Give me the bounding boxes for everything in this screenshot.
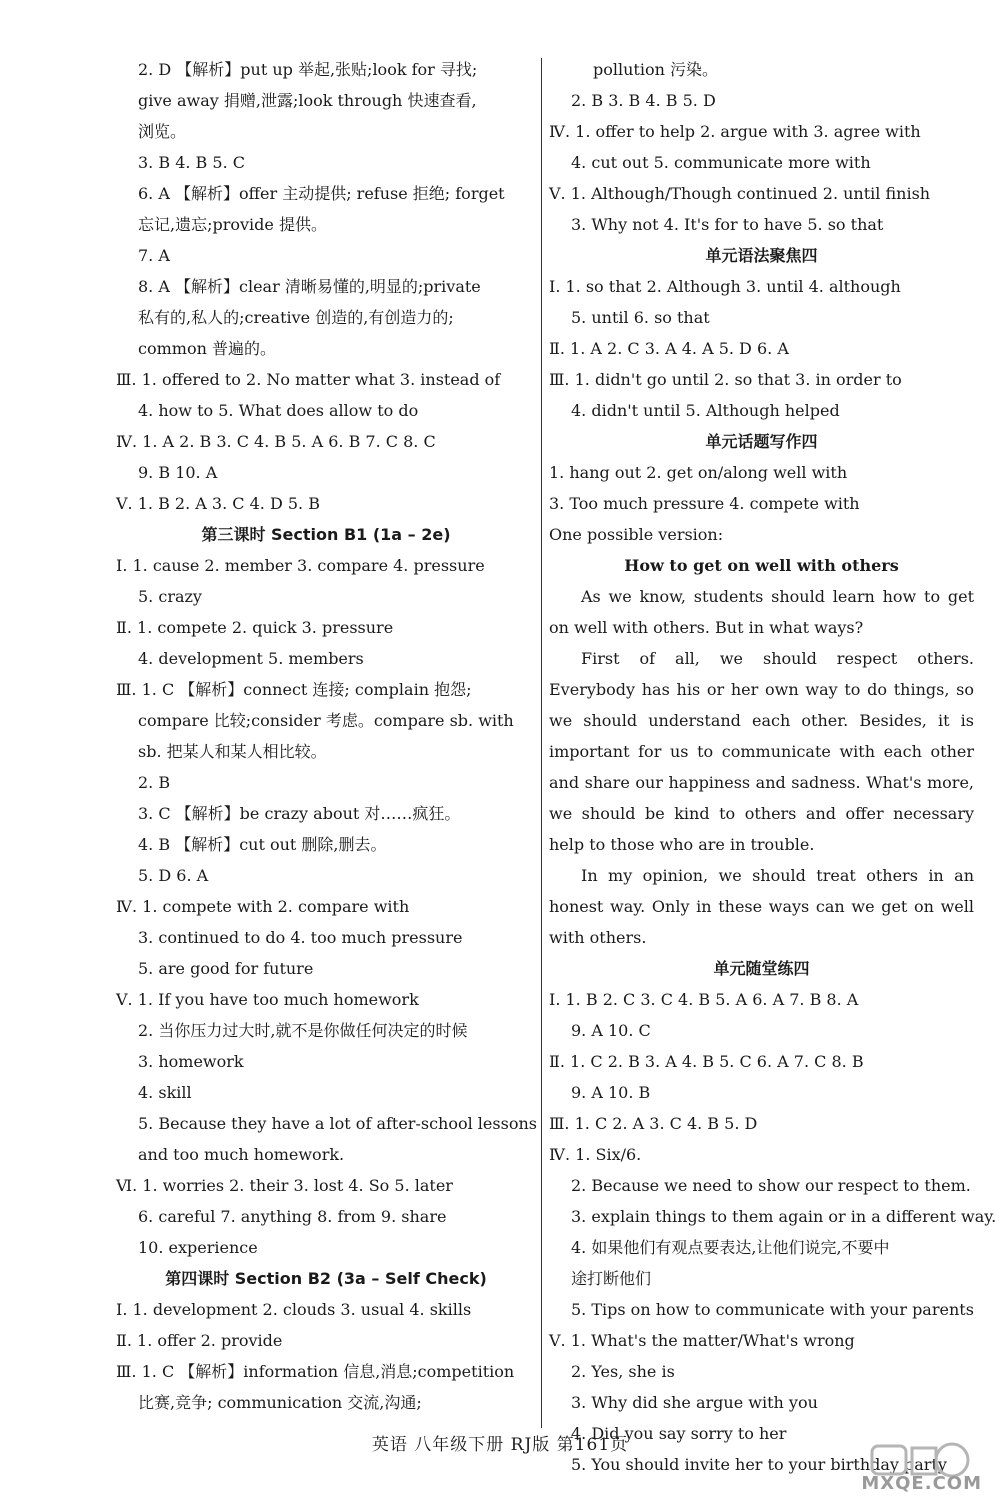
essay-title: How to get on well with others [624, 556, 899, 575]
answer-line: Ⅴ. 1. Although/Though continued 2. until finish [549, 184, 931, 203]
answer-line: and too much homework. [138, 1145, 345, 1164]
answer-line: 4. development 5. members [138, 649, 364, 668]
answer-line: Ⅲ. 1. C 2. A 3. C 4. B 5. D [549, 1114, 758, 1133]
answer-line: 2. D 【解析】put up 举起,张贴;look for 寻找; [138, 60, 478, 79]
answer-line: 9. A 10. B [571, 1083, 651, 1102]
answer-line: 4. skill [138, 1083, 192, 1102]
right-top-answers [549, 54, 974, 550]
answer-line: 私有的,私人的;creative 创造的,有创造力的; [138, 308, 454, 327]
answer-line: 途打断他们 [571, 1269, 652, 1288]
answer-line: Ⅰ. 1. B 2. C 3. C 4. B 5. A 6. A 7. B 8. A [549, 990, 859, 1009]
answer-line: 1. hang out 2. get on/along well with [549, 463, 848, 482]
answer-line: 2. 当你压力过大时,就不是你做任何决定的时候 [138, 1021, 468, 1040]
answer-line: Ⅵ. 1. worries 2. their 3. lost 4. So 5. later [116, 1176, 453, 1195]
answer-line: Ⅲ. 1. C 【解析】connect 连接; complain 抱怨; [116, 680, 472, 699]
answer-line: 比赛,竞争; communication 交流,沟通; [138, 1393, 422, 1412]
essay-paragraph: First of all, we should respect others. Everybody has his or her own way to do things, so we should understand each other. Besides, it is important for us to communicate with each other and share our happiness and sadness. What's more, we should be kind to others and offer necessary help to those who are in trouble. [549, 649, 974, 854]
answer-line: 10. experience [138, 1238, 258, 1257]
answer-line: Ⅲ. 1. C 【解析】information 信息,消息;competition [116, 1362, 515, 1381]
essay-paragraph: As we know, students should learn how to get on well with others. But in what ways? [549, 587, 974, 637]
answer-line: Ⅰ. 1. so that 2. Although 3. until 4. although [549, 277, 901, 296]
answer-line: 5. You should invite her to your birthday party [571, 1455, 947, 1474]
answer-line: 3. explain things to them again or in a different way. [571, 1207, 997, 1226]
section-heading: 单元语法聚焦四 [705, 246, 818, 265]
answer-line: 2. B 3. B 4. B 5. D [571, 91, 716, 110]
answer-line: give away 捐赠,泄露;look through 快速查看, [138, 91, 477, 110]
answer-line: 2. Because we need to show our respect to them. [571, 1176, 971, 1195]
watermark-text: MXQE.COM [861, 1473, 982, 1494]
answer-line: 4. Did you say sorry to her [571, 1424, 787, 1443]
answer-line: 3. Too much pressure 4. compete with [549, 494, 860, 513]
answer-line: 3. Why not 4. It's for to have 5. so that [571, 215, 884, 234]
section-heading: 第三课时 Section B1 (1a – 2e) [201, 525, 451, 544]
answer-line: Ⅰ. 1. development 2. clouds 3. usual 4. skills [116, 1300, 472, 1319]
answer-line: 3. homework [138, 1052, 244, 1071]
answer-line: 6. A 【解析】offer 主动提供; refuse 拒绝; forget [138, 184, 505, 203]
section-heading: 单元随堂练四 [713, 959, 810, 978]
answer-line: common 普遍的。 [138, 339, 276, 358]
answer-line: 2. B [138, 773, 171, 792]
answer-line: compare 比较;consider 考虑。compare sb. with [138, 711, 514, 730]
answer-line: Ⅱ. 1. offer 2. provide [116, 1331, 283, 1350]
column-divider [541, 58, 542, 1428]
answer-line: 5. until 6. so that [571, 308, 710, 327]
answer-line: Ⅱ. 1. C 2. B 3. A 4. B 5. C 6. A 7. C 8. B [549, 1052, 864, 1071]
answer-line: 5. Because they have a lot of after-school lessons [138, 1114, 537, 1133]
answer-line: Ⅳ. 1. compete with 2. compare with [116, 897, 410, 916]
answer-line: Ⅰ. 1. cause 2. member 3. compare 4. pressure [116, 556, 485, 575]
answer-line: 4. B 【解析】cut out 删除,删去。 [138, 835, 387, 854]
answer-line: 3. B 4. B 5. C [138, 153, 245, 172]
essay-paragraph: In my opinion, we should treat others in an honest way. Only in these ways can we get on well with others. [549, 866, 974, 947]
answer-line: 3. Why did she argue with you [571, 1393, 818, 1412]
answer-line: 9. B 10. A [138, 463, 218, 482]
answer-line: 3. C 【解析】be crazy about 对……疯狂。 [138, 804, 461, 823]
answer-line: 4. didn't until 5. Although helped [571, 401, 840, 420]
answer-line: 2. Yes, she is [571, 1362, 675, 1381]
answer-line: 4. how to 5. What does allow to do [138, 401, 419, 420]
answer-line: 4. cut out 5. communicate more with [571, 153, 871, 172]
answer-line: Ⅳ. 1. offer to help 2. argue with 3. agree with [549, 122, 921, 141]
watermark-logo [812, 1440, 982, 1496]
answer-line: 9. A 10. C [571, 1021, 651, 1040]
section-heading: 单元话题写作四 [705, 432, 818, 451]
answer-line: Ⅲ. 1. offered to 2. No matter what 3. instead of [116, 370, 501, 389]
answer-line: Ⅴ. 1. If you have too much homework [116, 990, 419, 1009]
answer-line: Ⅳ. 1. Six/6. [549, 1145, 642, 1164]
answer-line: 5. D 6. A [138, 866, 209, 885]
answer-line: 4. 如果他们有观点要表达,让他们说完,不要中 [571, 1238, 890, 1257]
answer-line: sb. 把某人和某人相比较。 [138, 742, 327, 761]
answer-line: 7. A [138, 246, 170, 265]
answer-line: 5. are good for future [138, 959, 314, 978]
section-heading: 第四课时 Section B2 (3a – Self Check) [165, 1269, 487, 1288]
answer-line: Ⅴ. 1. B 2. A 3. C 4. D 5. B [116, 494, 320, 513]
page-footer: 英语 八年级下册 RJ版 第161页 [371, 1435, 629, 1455]
answer-line: Ⅱ. 1. A 2. C 3. A 4. A 5. D 6. A [549, 339, 789, 358]
answer-line: 3. continued to do 4. too much pressure [138, 928, 463, 947]
answer-line: 忘记,遗忘;provide 提供。 [138, 215, 327, 234]
answer-line: Ⅱ. 1. compete 2. quick 3. pressure [116, 618, 394, 637]
essay-body [549, 581, 974, 953]
answer-line: 5. crazy [138, 587, 202, 606]
right-column [549, 54, 997, 1480]
answer-line: 浏览。 [138, 122, 187, 141]
answer-line: One possible version: [549, 525, 724, 544]
answer-line: Ⅲ. 1. didn't go until 2. so that 3. in order to [549, 370, 902, 389]
answer-line: 5. Tips on how to communicate with your parents [571, 1300, 974, 1319]
left-column [116, 54, 536, 1418]
answer-line: Ⅴ. 1. What's the matter/What's wrong [549, 1331, 855, 1350]
answer-line: pollution 污染。 [593, 60, 718, 79]
answer-line: Ⅳ. 1. A 2. B 3. C 4. B 5. A 6. B 7. C 8. C [116, 432, 436, 451]
answer-line: 8. A 【解析】clear 清晰易懂的,明显的;private [138, 277, 481, 296]
answer-line: 6. careful 7. anything 8. from 9. share [138, 1207, 447, 1226]
right-bottom-answers [549, 953, 997, 1480]
